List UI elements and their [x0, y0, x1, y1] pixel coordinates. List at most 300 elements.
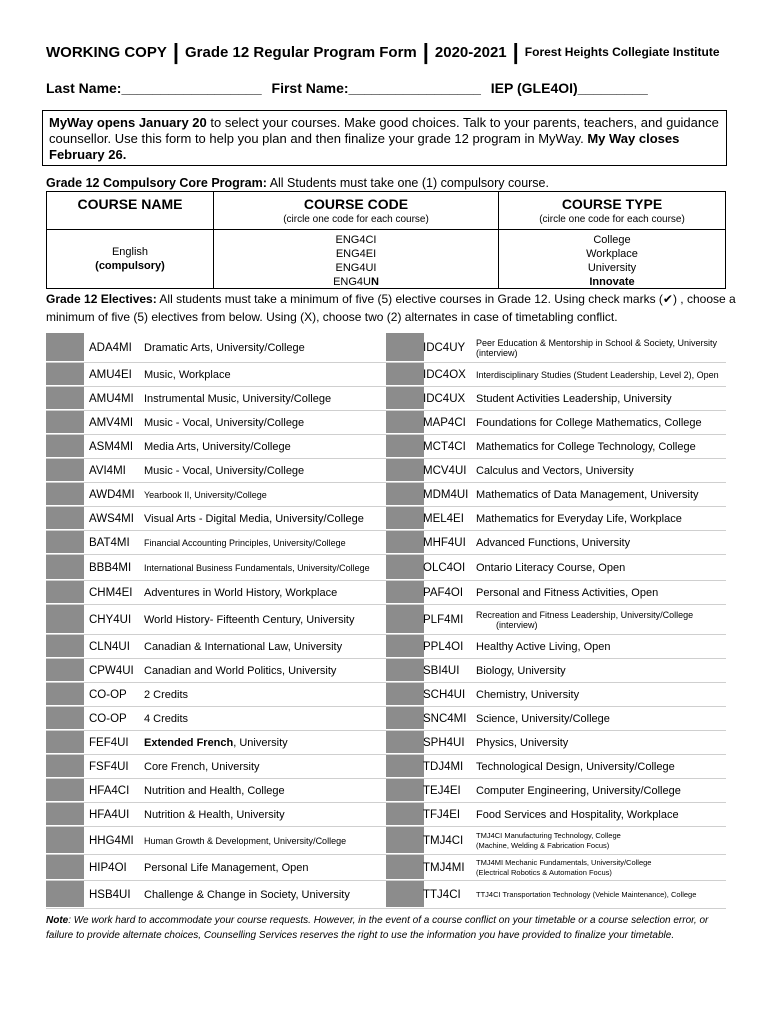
course-description-line: Instrumental Music, University/College	[144, 392, 332, 405]
course-code: AMU4MI	[89, 392, 134, 405]
course-row	[386, 779, 726, 803]
course-code: PPL4OI	[423, 640, 464, 653]
course-row	[46, 483, 386, 507]
course-description	[476, 435, 726, 458]
course-description-line: Calculus and Vectors, University	[476, 464, 634, 477]
course-checkbox[interactable]	[386, 659, 424, 681]
course-description-text	[476, 831, 621, 850]
course-description	[144, 855, 386, 880]
course-row	[386, 635, 726, 659]
course-row	[46, 707, 386, 731]
course-checkbox[interactable]	[46, 731, 84, 753]
course-description-text	[476, 489, 699, 501]
course-code: MEL4EI	[423, 512, 464, 525]
course-description-text	[144, 836, 346, 846]
course-row	[46, 333, 386, 363]
course-code: TDJ4MI	[423, 760, 464, 773]
course-type-option[interactable]: Innovate	[589, 276, 635, 288]
course-code: SPH4UI	[423, 736, 465, 749]
course-description	[144, 435, 386, 458]
course-description	[144, 605, 386, 634]
course-description-text	[144, 713, 188, 725]
course-row	[46, 605, 386, 635]
course-checkbox[interactable]	[46, 531, 84, 553]
course-description-bold: Extended French	[144, 736, 234, 749]
course-checkbox[interactable]	[386, 363, 424, 385]
course-description-line: Media Arts, University/College	[144, 440, 291, 453]
course-type-option[interactable]: College	[593, 234, 631, 246]
course-row	[386, 581, 726, 605]
course-description	[476, 855, 726, 880]
course-description	[476, 555, 726, 580]
course-checkbox[interactable]	[386, 635, 424, 657]
course-description-text	[476, 587, 658, 599]
course-checkbox[interactable]	[46, 363, 84, 385]
course-checkbox[interactable]	[46, 755, 84, 777]
course-code: MHF4UI	[423, 536, 466, 549]
course-row	[386, 755, 726, 779]
course-description	[476, 779, 726, 802]
course-code: SBI4UI	[423, 664, 460, 677]
course-description	[476, 387, 726, 410]
course-description-text	[144, 538, 346, 548]
course-code: AWS4MI	[89, 512, 134, 525]
course-description	[476, 755, 726, 778]
course-row	[46, 731, 386, 755]
course-description-text	[476, 737, 568, 749]
course-row	[386, 483, 726, 507]
course-description-text	[144, 465, 304, 477]
course-row	[386, 507, 726, 531]
course-description-text	[144, 490, 267, 500]
course-row	[46, 387, 386, 411]
course-description-line: , University	[233, 736, 288, 749]
course-checkbox[interactable]	[46, 683, 84, 705]
course-code: ASM4MI	[89, 440, 134, 453]
core-heading	[46, 176, 549, 190]
table-divider	[47, 229, 725, 230]
course-description-line: Healthy Active Living, Open	[476, 640, 611, 653]
course-checkbox[interactable]	[386, 333, 424, 361]
course-checkbox[interactable]	[46, 659, 84, 681]
course-code-instructions: (circle one code for each course)	[283, 214, 429, 225]
school-year: 2020-2021	[434, 43, 507, 61]
course-code-suffix: N	[370, 276, 379, 288]
course-description-line: TMJ4CI Manufacturing Technology, College	[476, 831, 621, 840]
course-description-line: Canadian & International Law, University	[144, 640, 343, 653]
course-description-text	[476, 665, 566, 677]
course-code: AVI4MI	[89, 464, 126, 477]
course-code: CO-OP	[89, 688, 127, 701]
course-description	[144, 881, 386, 908]
title-separator: |	[512, 39, 519, 64]
course-description-line: 2 Credits	[144, 688, 189, 701]
course-code: ADA4MI	[89, 341, 132, 354]
course-description	[144, 333, 386, 362]
course-description-text	[144, 563, 370, 573]
course-description-text	[144, 689, 188, 701]
course-description-line: Student Activities Leadership, University	[476, 392, 672, 405]
course-code: CHY4UI	[89, 613, 132, 626]
course-checkbox[interactable]	[386, 459, 424, 481]
course-description-line: Mathematics for College Technology, College	[476, 440, 696, 453]
course-description	[144, 387, 386, 410]
course-code: HFA4CI	[89, 784, 130, 797]
course-type-column	[499, 192, 725, 288]
course-description	[144, 483, 386, 506]
course-description-text	[144, 761, 260, 773]
course-name: English	[111, 246, 149, 258]
course-description-text	[144, 862, 309, 874]
course-row	[386, 459, 726, 483]
course-description-text	[144, 393, 331, 405]
course-checkbox[interactable]	[46, 459, 84, 481]
course-checkbox[interactable]	[386, 531, 424, 553]
course-description-line: Human Growth & Development, University/College	[144, 835, 347, 846]
course-checkbox[interactable]	[386, 855, 424, 879]
course-description-line: Recreation and Fitness Leadership, University/College	[476, 609, 694, 620]
course-description-text	[144, 342, 305, 354]
course-description-line: Personal and Fitness Activities, Open	[476, 586, 659, 599]
course-code: MCV4UI	[423, 464, 467, 477]
course-checkbox[interactable]	[46, 411, 84, 433]
course-description-subline: (Electrical Robotics & Automation Focus)	[476, 867, 612, 877]
course-description-line: Chemistry, University	[476, 688, 580, 701]
course-description-text	[144, 737, 288, 749]
course-checkbox[interactable]	[46, 483, 84, 505]
course-description-text	[476, 417, 702, 429]
course-description-text	[144, 785, 285, 797]
course-code: FEF4UI	[89, 736, 129, 749]
course-description	[144, 779, 386, 802]
course-row	[46, 363, 386, 387]
iep-field[interactable]: IEP (GLE4OI)_________	[490, 80, 648, 96]
course-row	[46, 659, 386, 683]
course-code: SNC4MI	[423, 712, 467, 725]
course-checkbox[interactable]	[46, 855, 84, 879]
course-description	[476, 803, 726, 826]
course-description	[476, 605, 726, 634]
course-description-line: Nutrition and Health, College	[144, 784, 285, 797]
course-checkbox[interactable]	[46, 803, 84, 825]
course-checkbox[interactable]	[386, 411, 424, 433]
note-text: : We work hard to accommodate your course requests. However, in the event of a course conflict on your timetable or a course selection error, or failure to provide alternate choices, Counselling Services reserves the right to use the information you have provided to finalize your timetable.	[46, 915, 709, 941]
note-label: Note	[46, 915, 69, 926]
course-description	[476, 483, 726, 506]
course-description-line: Music, Workplace	[144, 368, 231, 381]
course-code-cell	[214, 233, 498, 289]
course-description-line: Adventures in World History, Workplace	[144, 586, 338, 599]
course-checkbox[interactable]	[386, 581, 424, 603]
course-description-text	[476, 513, 682, 525]
course-description	[144, 755, 386, 778]
electives-left-column	[46, 333, 386, 909]
course-description-text	[476, 562, 625, 574]
course-code: IDC4UX	[423, 392, 466, 405]
course-description-line: Advanced Functions, University	[476, 536, 631, 549]
course-name-header: COURSE NAME	[77, 196, 183, 212]
course-name-cell	[47, 245, 213, 273]
course-checkbox[interactable]	[386, 707, 424, 729]
course-description	[476, 411, 726, 434]
course-row	[386, 387, 726, 411]
course-description-line: Visual Arts - Digital Media, University/College	[144, 512, 364, 525]
course-checkbox[interactable]	[386, 483, 424, 505]
course-description-line: Core French, University	[144, 760, 260, 773]
course-row	[46, 827, 386, 855]
student-name-row	[46, 80, 648, 96]
course-code-header: COURSE CODE	[303, 196, 409, 212]
course-description-line: International Business Fundamentals, University/College	[144, 562, 370, 573]
course-code: TMJ4MI	[423, 861, 465, 874]
course-description	[144, 707, 386, 730]
course-description	[144, 683, 386, 706]
course-row	[46, 881, 386, 909]
course-code-option[interactable]: ENG4CI	[335, 234, 377, 246]
course-description-line: Yearbook II, University/College	[144, 489, 267, 500]
course-checkbox[interactable]	[386, 731, 424, 753]
electives-text: All students must take a minimum of five (5) elective courses in Grade 12. Using check marks (✔) , choose a minimum of five (5) electives from below. Using (X), choose two (2) alternates in case of timetabling conflict.	[46, 292, 736, 324]
course-description-text	[476, 689, 579, 701]
course-type-instructions: (circle one code for each course)	[539, 214, 685, 225]
course-description-line: Canadian and World Politics, University	[144, 664, 337, 677]
course-code: AWD4MI	[89, 488, 135, 501]
course-checkbox[interactable]	[386, 755, 424, 777]
course-description	[144, 459, 386, 482]
course-description-line: Interdisciplinary Studies (Student Leadership, Level 2), Open	[476, 369, 719, 380]
course-checkbox[interactable]	[386, 605, 424, 633]
course-description-text	[144, 369, 231, 381]
course-description-line: TTJ4CI Transportation Technology (Vehicle Maintenance), College	[476, 889, 697, 899]
course-description-subline: (Machine, Welding & Fabrication Focus)	[476, 840, 610, 850]
course-checkbox[interactable]	[386, 881, 424, 907]
course-description-text	[476, 537, 630, 549]
title-separator: |	[422, 39, 429, 64]
course-description-text	[144, 587, 337, 599]
course-checkbox[interactable]	[46, 635, 84, 657]
course-description	[144, 659, 386, 682]
course-code: CPW4UI	[89, 664, 134, 677]
course-row	[46, 411, 386, 435]
course-description-text	[476, 858, 651, 877]
course-checkbox[interactable]	[46, 435, 84, 457]
course-row	[46, 507, 386, 531]
course-description-line: Biology, University	[476, 664, 566, 677]
course-code-option[interactable]: ENG4UI	[335, 262, 377, 274]
course-code: TTJ4CI	[423, 888, 461, 901]
course-description-line: Computer Engineering, University/College	[476, 784, 681, 797]
course-description	[144, 731, 386, 754]
course-checkbox[interactable]	[46, 555, 84, 579]
course-row	[386, 363, 726, 387]
course-row	[46, 435, 386, 459]
electives-instructions	[46, 290, 736, 326]
course-checkbox[interactable]	[386, 779, 424, 801]
course-description-line: Physics, University	[476, 736, 569, 749]
course-description-text	[144, 441, 291, 453]
course-row	[386, 881, 726, 909]
course-description-line: Science, University/College	[476, 712, 610, 725]
course-description	[144, 635, 386, 658]
course-row	[46, 555, 386, 581]
course-code: CO-OP	[89, 712, 127, 725]
course-description-line: Ontario Literacy Course, Open	[476, 561, 626, 574]
course-description	[476, 881, 726, 908]
form-title: Grade 12 Regular Program Form	[185, 43, 417, 61]
course-description-line: Food Services and Hospitality, Workplace	[476, 808, 679, 821]
course-description-line: 4 Credits	[144, 712, 189, 725]
course-description-line: Foundations for College Mathematics, College	[476, 416, 702, 429]
course-checkbox[interactable]	[46, 333, 84, 361]
course-description	[476, 333, 726, 362]
course-checkbox[interactable]	[386, 435, 424, 457]
course-description-text	[476, 370, 719, 380]
course-row	[386, 855, 726, 881]
course-code: IDC4UY	[423, 341, 466, 354]
course-code-option[interactable]: ENG4EI	[335, 248, 377, 260]
course-row	[46, 803, 386, 827]
course-code: PLF4MI	[423, 613, 464, 626]
course-row	[386, 531, 726, 555]
course-row	[46, 683, 386, 707]
course-description	[144, 827, 386, 854]
course-description-line: Music - Vocal, University/College	[144, 464, 305, 477]
course-code: MDM4UI	[423, 488, 469, 501]
course-description-text	[476, 890, 696, 900]
intro-body: to select your courses. Make good choices. Talk to your parents, teachers, and guidance counsellor. Use this form to help you plan and then finalize your grade 12 program in MyWay.	[49, 115, 719, 146]
course-description-line: TMJ4MI Mechanic Fundamentals, University/College	[476, 858, 652, 867]
course-name-column	[47, 192, 214, 288]
course-code: TMJ4CI	[423, 834, 464, 847]
intro-box	[42, 110, 727, 166]
school-name: Forest Heights Collegiate Institute	[524, 45, 720, 59]
course-description	[144, 531, 386, 554]
course-code-column	[214, 192, 499, 288]
course-description-text	[144, 809, 285, 821]
course-description-line: Mathematics for Everyday Life, Workplace	[476, 512, 682, 525]
course-description-line: Mathematics of Data Management, University	[476, 488, 699, 501]
course-checkbox[interactable]	[386, 507, 424, 529]
course-code: BAT4MI	[89, 536, 130, 549]
course-description-text	[476, 441, 696, 453]
course-checkbox[interactable]	[386, 683, 424, 705]
course-code-prefix: ENG4U	[333, 276, 371, 288]
course-row	[386, 707, 726, 731]
course-row	[46, 635, 386, 659]
course-description	[144, 411, 386, 434]
course-code: CHM4EI	[89, 586, 133, 599]
course-row	[46, 755, 386, 779]
course-checkbox[interactable]	[46, 779, 84, 801]
last-name-field[interactable]: Last Name:__________________	[46, 80, 262, 96]
course-description-line: Dramatic Arts, University/College	[144, 341, 305, 354]
course-description-text	[144, 665, 336, 677]
course-row	[46, 531, 386, 555]
course-description	[144, 555, 386, 580]
course-description-text	[476, 785, 681, 797]
course-row	[386, 435, 726, 459]
course-code: IDC4OX	[423, 368, 466, 381]
electives-right-column	[386, 333, 726, 909]
course-checkbox[interactable]	[46, 605, 84, 633]
course-description-text	[144, 513, 364, 525]
course-code: MCT4CI	[423, 440, 466, 453]
course-description-line: Financial Accounting Principles, University/College	[144, 537, 346, 548]
course-row	[386, 659, 726, 683]
course-description	[476, 731, 726, 754]
course-row	[46, 779, 386, 803]
course-code: HSB4UI	[89, 888, 131, 901]
course-checkbox[interactable]	[386, 555, 424, 579]
course-description-line: Challenge & Change in Society, University	[144, 888, 350, 901]
course-row	[386, 411, 726, 435]
working-copy-label: WORKING COPY	[46, 43, 167, 61]
course-checkbox[interactable]	[46, 827, 84, 853]
course-checkbox[interactable]	[386, 803, 424, 825]
course-type-option[interactable]: Workplace	[586, 248, 638, 260]
course-description-text	[476, 641, 611, 653]
course-description	[476, 659, 726, 682]
course-description-line: World History- Fifteenth Century, University	[144, 613, 355, 626]
course-row	[46, 459, 386, 483]
course-checkbox[interactable]	[386, 387, 424, 409]
course-description-line: Technological Design, University/College	[476, 760, 675, 773]
course-row	[46, 581, 386, 605]
course-description	[476, 635, 726, 658]
footer-note	[46, 913, 726, 943]
course-row	[386, 333, 726, 363]
course-code: SCH4UI	[423, 688, 466, 701]
course-checkbox[interactable]	[46, 507, 84, 529]
course-description	[144, 803, 386, 826]
course-description	[144, 363, 386, 386]
course-checkbox[interactable]	[46, 387, 84, 409]
course-description-text	[144, 889, 350, 901]
course-code-option[interactable]	[214, 275, 498, 289]
course-description-text	[476, 465, 634, 477]
course-checkbox[interactable]	[46, 707, 84, 729]
course-description-text	[476, 809, 679, 821]
course-checkbox[interactable]	[46, 881, 84, 907]
course-description	[476, 827, 726, 854]
course-description	[144, 507, 386, 530]
course-compulsory-note: (compulsory)	[95, 260, 165, 272]
course-code: MAP4CI	[423, 416, 466, 429]
course-code: AMU4EI	[89, 368, 132, 381]
course-code: FSF4UI	[89, 760, 129, 773]
course-row	[46, 855, 386, 881]
course-description	[476, 531, 726, 554]
intro-opening: MyWay opens January 20	[49, 115, 207, 130]
core-heading-text: All Students must take one (1) compulsory course.	[266, 176, 549, 190]
course-row	[386, 555, 726, 581]
first-name-field[interactable]: First Name:_________________	[271, 80, 481, 96]
course-row	[386, 605, 726, 635]
course-checkbox[interactable]	[46, 581, 84, 603]
form-title-row	[46, 38, 736, 66]
course-code: HIP4OI	[89, 861, 127, 874]
course-code: BBB4MI	[89, 561, 132, 574]
course-description	[476, 707, 726, 730]
course-code: PAF4OI	[423, 586, 464, 599]
course-description	[476, 363, 726, 386]
core-heading-label: Grade 12 Compulsory Core Program:	[46, 176, 267, 190]
course-type-option[interactable]: University	[587, 262, 637, 274]
course-checkbox[interactable]	[386, 827, 424, 853]
course-description-text	[476, 610, 693, 630]
course-type-cell	[499, 233, 725, 289]
course-row	[386, 731, 726, 755]
